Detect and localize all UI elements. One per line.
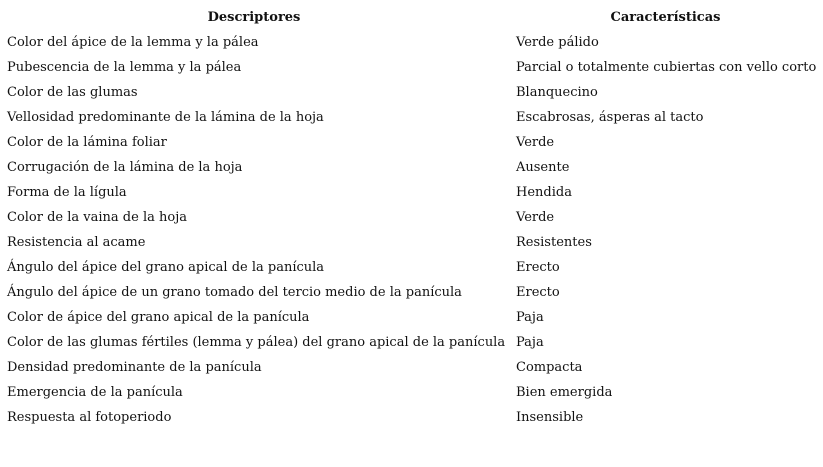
table-row (0, 255, 823, 280)
characteristic-cell: Blanquecino (516, 85, 598, 100)
table-header-row (0, 5, 823, 30)
descriptor-cell: Emergencia de la panícula (7, 385, 183, 400)
table-row (0, 330, 823, 355)
descriptor-cell: Color de la vaina de la hoja (7, 210, 187, 225)
characteristic-cell: Parcial o totalmente cubiertas con vello corto (516, 60, 817, 75)
descriptor-cell: Densidad predominante de la panícula (7, 360, 262, 375)
characteristic-cell: Verde pálido (516, 35, 599, 50)
descriptor-cell: Color de ápice del grano apical de la panícula (7, 310, 310, 325)
characteristic-cell: Ausente (516, 160, 570, 175)
table-body (0, 30, 823, 430)
table-row (0, 405, 823, 430)
characteristic-cell: Hendida (516, 185, 572, 200)
table-row (0, 80, 823, 105)
characteristic-cell: Insensible (516, 410, 584, 425)
descriptor-cell: Color de la lámina foliar (7, 135, 167, 150)
characteristic-cell: Paja (516, 310, 544, 325)
descriptor-cell: Vellosidad predominante de la lámina de la hoja (7, 110, 324, 125)
descriptor-cell: Ángulo del ápice de un grano tomado del tercio medio de la panícula (7, 285, 462, 300)
descriptor-cell: Color de las glumas (7, 85, 138, 100)
table-row (0, 55, 823, 80)
descriptor-cell: Pubescencia de la lemma y la pálea (7, 60, 242, 75)
characteristic-cell: Paja (516, 335, 544, 350)
characteristic-cell: Erecto (516, 285, 560, 300)
descriptor-cell: Corrugación de la lámina de la hoja (7, 160, 243, 175)
table-row (0, 380, 823, 405)
table-row (0, 105, 823, 130)
characteristic-cell: Bien emergida (516, 385, 613, 400)
characteristic-cell: Compacta (516, 360, 583, 375)
descriptor-cell: Forma de la lígula (7, 185, 127, 200)
header-descriptors: Descriptores (207, 10, 301, 25)
characteristic-cell: Erecto (516, 260, 560, 275)
descriptor-cell: Ángulo del ápice del grano apical de la panícula (7, 260, 325, 275)
table-row (0, 230, 823, 255)
descriptor-cell: Color del ápice de la lemma y la pálea (7, 35, 259, 50)
characteristic-cell: Verde (516, 135, 555, 150)
characteristic-cell: Resistentes (516, 235, 592, 250)
table-row (0, 355, 823, 380)
descriptor-cell: Color de las glumas fértiles (lemma y pálea) del grano apical de la panícula (7, 335, 506, 350)
table-row (0, 280, 823, 305)
table-row (0, 30, 823, 55)
table-row (0, 155, 823, 180)
header-characteristics: Características (610, 10, 721, 25)
descriptor-table (0, 5, 823, 430)
descriptor-cell: Resistencia al acame (7, 235, 146, 250)
table-row (0, 130, 823, 155)
descriptor-cell: Respuesta al fotoperiodo (7, 410, 172, 425)
characteristic-cell: Verde (516, 210, 555, 225)
table-row (0, 180, 823, 205)
table-row (0, 205, 823, 230)
table-row (0, 305, 823, 330)
characteristic-cell: Escabrosas, ásperas al tacto (516, 110, 704, 125)
